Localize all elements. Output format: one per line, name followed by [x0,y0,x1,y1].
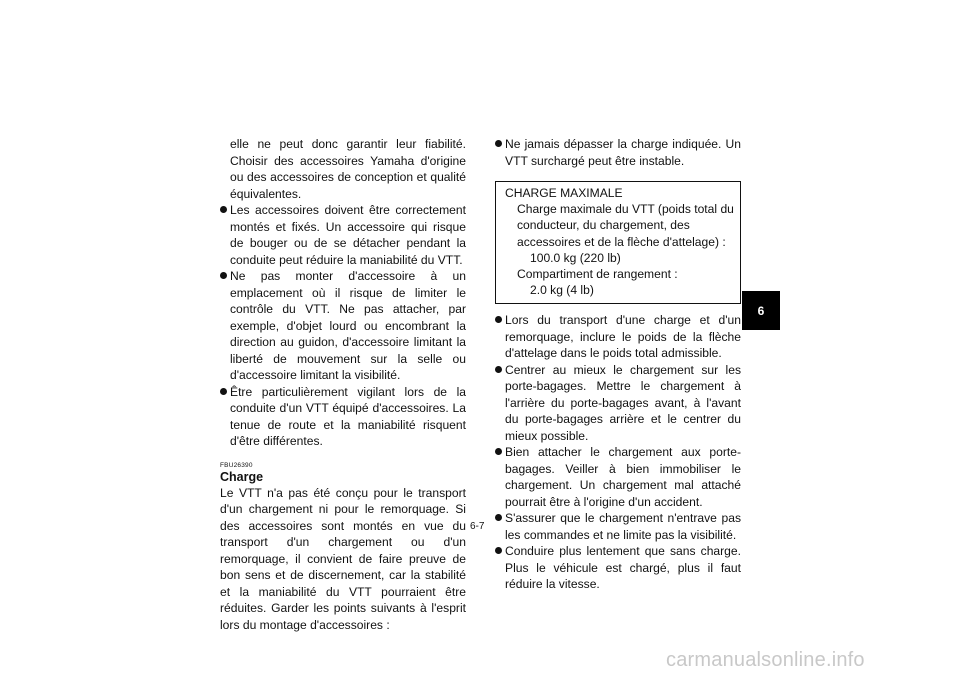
section-code: FBU26390 [220,461,253,469]
bullet-icon [495,514,502,521]
list-item: Bien attacher le chargement aux porte-bagages. Veiller à bien immobiliser le chargement. Un chargement mal attaché pourrait être à l'origine d'un accident. [495,444,741,510]
section-body: Le VTT n'a pas été conçu pour le transport d'un chargement ni pour le remorquage. Si des accessoires sont montés en vue du transport d'un chargement ou d'un remorquage, il convient de faire preuve de bon sens et de discernement, car la stabilité et la maniabilité du VTT pourraient être réduites. Garder les points suivants à l'esprit lors du montage d'accessoires : [220,485,466,632]
max-load-box [495,181,741,304]
bullet-icon [495,140,502,147]
section-title: Charge [220,469,264,484]
right-column [495,136,741,593]
list-item: Être particulièrement vigilant lors de la conduite d'un VTT équipé d'accessoires. La tenue de route et la maniabilité risquent d'être différentes. [220,384,466,450]
list-item: Lors du transport d'une charge et d'un remorquage, inclure le poids de la flèche d'attelage dans le poids total admissible. [495,312,741,362]
bullet-icon [495,547,502,554]
bullet-icon [220,388,227,395]
box-line-max-load: Charge maximale du VTT (poids total du conducteur, du chargement, des accessoires et de la flèche d'attelage) : [517,202,734,249]
bullet-icon [495,316,502,323]
page-number: 6-7 [470,521,485,532]
box-line-storage: Compartiment de rangement : [517,267,678,282]
box-value-max-load: 100.0 kg (220 lb) [530,250,621,265]
bullet-icon [220,206,227,213]
bullet-icon [495,448,502,455]
bullet-icon [495,366,502,373]
list-item: Les accessoires doivent être correctement montés et fixés. Un accessoire qui risque de bouger ou de se détacher pendant la conduite peut réduire la maniabilité du VTT. [220,202,466,268]
left-column [220,136,466,633]
list-item: Ne jamais dépasser la charge indiquée. Un VTT surchargé peut être instable. [495,136,741,169]
list-item: Ne pas monter d'accessoire à un emplacement où il risque de limiter le contrôle du VTT. Ne pas attacher, par exemple, d'objet lourd ou encombrant la direction au guidon, d'accessoire limitant la liberté de mouvement sur la selle ou d'accessoire limitant la visibilité. [220,268,466,384]
watermark: carmanualsonline.info [666,649,865,671]
intro-paragraph: elle ne peut donc garantir leur fiabilité. Choisir des accessoires Yamaha d'origine ou des accessoires de conception et qualité équivalentes. [230,137,466,201]
list-item: Centrer au mieux le chargement sur les porte-bagages. Mettre le chargement à l'arrière du porte-bagages avant, à l'avant du porte-bagages arrière et le centrer du mieux possible. [495,362,741,445]
list-item: S'assurer que le chargement n'entrave pas les commandes et ne limite pas la visibilité. [495,510,741,543]
bullet-icon [220,272,227,279]
box-value-storage: 2.0 kg (4 lb) [530,283,594,298]
list-item: Conduire plus lentement que sans charge. Plus le véhicule est chargé, plus il faut réduire la vitesse. [495,543,741,593]
chapter-tab: 6 [742,291,780,330]
box-title: CHARGE MAXIMALE [505,186,623,200]
